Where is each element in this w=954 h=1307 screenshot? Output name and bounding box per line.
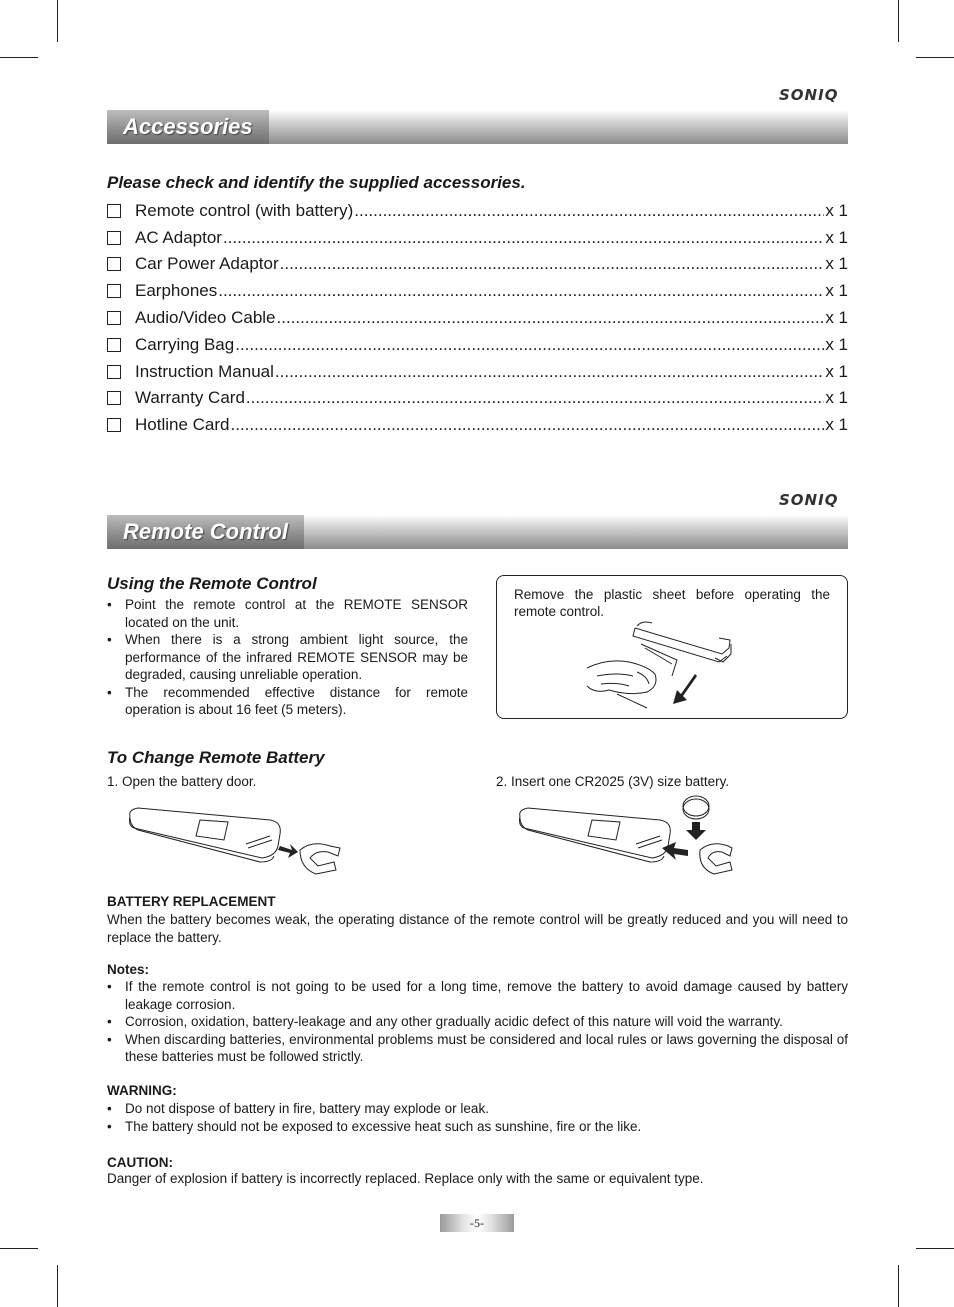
- battery-replacement-text: When the battery becomes weak, the operating distance of the remote control will be greatly reduced and you will need to replace the battery.: [107, 912, 848, 945]
- leader-dots: [231, 415, 825, 435]
- checkbox[interactable]: [107, 418, 121, 432]
- accessory-qty: x 1: [825, 362, 848, 381]
- list-item: • The recommended effective distance for remote operation is about 16 feet (5 meters).: [107, 684, 468, 719]
- crop-mark: [57, 1265, 58, 1307]
- leader-dots: [354, 201, 824, 221]
- checkbox[interactable]: [107, 284, 121, 298]
- leader-dots: [280, 254, 825, 274]
- accessory-item: [107, 253, 848, 275]
- checkbox[interactable]: [107, 311, 121, 325]
- accessory-item: [107, 307, 848, 329]
- using-remote-heading: Using the Remote Control: [107, 574, 317, 593]
- checkbox[interactable]: [107, 338, 121, 352]
- crop-mark: [0, 57, 38, 58]
- battery-replacement-heading: BATTERY REPLACEMENT: [107, 894, 276, 909]
- accessory-name: Audio/Video Cable: [135, 308, 276, 327]
- accessory-qty: x 1: [825, 254, 848, 273]
- list-item: • If the remote control is not going to be used for a long time, remove the battery to avoid damage caused by battery leakage corrosion.: [107, 978, 848, 1013]
- arrow-icon: [278, 844, 298, 858]
- remote-header-bar: [107, 515, 848, 549]
- open-battery-door-illustration: [120, 800, 360, 880]
- accessory-item: [107, 280, 848, 302]
- brand-logo: SONIQ: [779, 491, 839, 509]
- accessory-name: Earphones: [135, 281, 218, 300]
- leader-dots: [277, 308, 825, 328]
- accessories-title: Accessories: [107, 110, 269, 144]
- crop-mark: [898, 1265, 899, 1307]
- accessory-qty: x 1: [825, 415, 848, 434]
- page-number: -5-: [440, 1214, 514, 1232]
- step-2-text: 2. Insert one CR2025 (3V) size battery.: [496, 774, 730, 789]
- accessory-item: [107, 334, 848, 356]
- crop-mark: [0, 1248, 38, 1249]
- crop-mark: [57, 0, 58, 42]
- accessory-item: [107, 227, 848, 249]
- accessory-qty: x 1: [825, 281, 848, 300]
- remove-sheet-illustration: [497, 576, 847, 718]
- using-remote-list: [107, 596, 468, 719]
- accessory-name: Warranty Card: [135, 388, 245, 407]
- list-item: • Point the remote control at the REMOTE SENSOR located on the unit.: [107, 596, 468, 631]
- insert-battery-illustration: [510, 792, 750, 882]
- checkbox[interactable]: [107, 231, 121, 245]
- plastic-sheet-note: [496, 575, 848, 719]
- checkbox[interactable]: [107, 391, 121, 405]
- step-1-text: 1. Open the battery door.: [107, 774, 257, 789]
- list-item: • Corrosion, oxidation, battery-leakage and any other gradually acidic defect of this nature will void the warranty.: [107, 1013, 848, 1031]
- leader-dots: [275, 362, 824, 382]
- crop-mark: [916, 57, 954, 58]
- checkbox[interactable]: [107, 257, 121, 271]
- accessory-name: Hotline Card: [135, 415, 230, 434]
- notes-list: [107, 978, 848, 1066]
- accessory-qty: x 1: [825, 308, 848, 327]
- accessory-name: Car Power Adaptor: [135, 254, 279, 273]
- accessory-qty: x 1: [825, 335, 848, 354]
- caution-text: Danger of explosion if battery is incorrectly replaced. Replace only with the same or equivalent type.: [107, 1171, 704, 1186]
- accessory-item: [107, 361, 848, 383]
- brand-logo: SONIQ: [779, 86, 839, 104]
- notes-heading: Notes:: [107, 962, 150, 977]
- checkbox[interactable]: [107, 204, 121, 218]
- list-item: • When discarding batteries, environmental problems must be considered and local rules or laws governing the disposal of these batteries must be followed strictly.: [107, 1031, 848, 1066]
- warning-heading: WARNING:: [107, 1083, 177, 1098]
- accessory-qty: x 1: [825, 388, 848, 407]
- accessory-qty: x 1: [825, 228, 848, 247]
- accessory-item: [107, 200, 848, 222]
- accessory-name: AC Adaptor: [135, 228, 222, 247]
- accessory-qty: x 1: [825, 201, 848, 220]
- accessory-item: [107, 414, 848, 436]
- leader-dots: [223, 228, 824, 248]
- leader-dots: [218, 281, 824, 301]
- accessories-prompt: Please check and identify the supplied accessories.: [107, 173, 526, 192]
- leader-dots: [246, 388, 824, 408]
- accessory-item: [107, 387, 848, 409]
- remote-title: Remote Control: [107, 515, 304, 549]
- list-item: • When there is a strong ambient light source, the performance of the infrared REMOTE SENSOR may be degraded, causing unreliable operation.: [107, 631, 468, 684]
- change-battery-heading: To Change Remote Battery: [107, 748, 325, 767]
- accessory-name: Remote control (with battery): [135, 201, 354, 220]
- leader-dots: [235, 335, 824, 355]
- list-item: • Do not dispose of battery in fire, battery may explode or leak.: [107, 1100, 848, 1118]
- caution-heading: CAUTION:: [107, 1155, 173, 1170]
- accessory-name: Instruction Manual: [135, 362, 274, 381]
- arrow-icon: [673, 674, 697, 704]
- crop-mark: [916, 1248, 954, 1249]
- note-text: Remove the plastic sheet before operating the remote control.: [514, 587, 830, 619]
- list-item: • The battery should not be exposed to excessive heat such as sunshine, fire or the like.: [107, 1118, 848, 1136]
- accessory-name: Carrying Bag: [135, 335, 235, 354]
- checkbox[interactable]: [107, 365, 121, 379]
- warning-list: [107, 1100, 848, 1135]
- crop-mark: [898, 0, 899, 42]
- accessories-header-bar: [107, 110, 848, 144]
